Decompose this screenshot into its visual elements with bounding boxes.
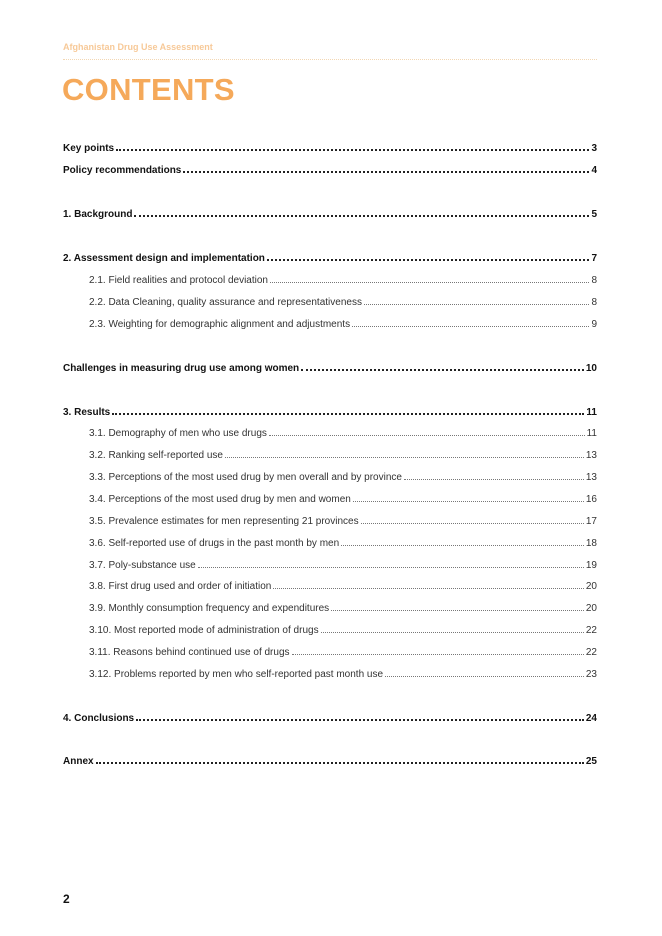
dot-leader (292, 654, 584, 655)
toc-entry-page: 8 (591, 275, 597, 286)
toc-entry-3-10[interactable] (89, 622, 597, 636)
toc-entry-3-6[interactable] (89, 535, 597, 549)
toc-entry-3-5[interactable] (89, 513, 597, 527)
toc-entry-label: 3.10. Most reported mode of administration of drugs (89, 625, 319, 636)
toc-entry-3-2[interactable] (89, 447, 597, 461)
dot-leader (321, 632, 584, 633)
dot-leader (331, 610, 584, 611)
dot-leader (353, 501, 584, 502)
toc-entry-page: 20 (585, 581, 597, 592)
toc-entry-page: 19 (585, 560, 597, 571)
toc-entry-page: 24 (585, 713, 597, 724)
toc-entry-page: 25 (585, 756, 597, 767)
toc-entry-label: 3.3. Perceptions of the most used drug by men overall and by province (89, 472, 402, 483)
toc-entry-page: 22 (585, 647, 597, 658)
toc-entry-challenges-women[interactable] (63, 360, 597, 374)
toc-entry-3-7[interactable] (89, 557, 597, 571)
toc-entry-label: 2.3. Weighting for demographic alignment and adjustments (89, 319, 351, 330)
toc-entry-page: 13 (585, 472, 597, 483)
toc-entry-2-3[interactable] (89, 316, 597, 330)
toc-entry-3-3[interactable] (89, 469, 597, 483)
dot-leader (198, 567, 584, 568)
toc-entry-policy-recommendations[interactable] (63, 162, 597, 176)
toc-entry-label: 3.5. Prevalence estimates for men representing 21 provinces (89, 516, 359, 527)
toc-entry-3-8[interactable] (89, 578, 597, 592)
toc-entry-page: 9 (591, 319, 597, 330)
toc-entry-label: 4. Conclusions (63, 713, 135, 724)
toc-entry-label: Annex (63, 756, 94, 767)
dot-leader (341, 545, 584, 546)
dot-leader (361, 523, 584, 524)
toc-entry-page: 20 (585, 603, 597, 614)
toc-entry-page: 7 (591, 253, 597, 264)
dot-leader (273, 588, 584, 589)
dot-leader (267, 259, 590, 261)
toc-entry-label: 3.9. Monthly consumption frequency and expenditures (89, 603, 330, 614)
dot-leader (183, 171, 589, 173)
toc-entry-label: 2. Assessment design and implementation (63, 253, 265, 264)
toc-entry-3-11[interactable] (89, 644, 597, 658)
toc-entry-page: 11 (586, 407, 597, 418)
toc-entry-conclusions[interactable] (63, 710, 597, 724)
toc-entry-page: 10 (585, 363, 597, 374)
toc-entry-label: 3.8. First drug used and order of initiation (89, 581, 272, 592)
toc-entry-results[interactable] (63, 404, 597, 418)
dot-leader (385, 676, 584, 677)
toc-entry-2-2[interactable] (89, 294, 597, 308)
toc-entry-page: 5 (591, 209, 597, 220)
toc-entry-page: 11 (586, 428, 597, 439)
toc-entry-3-12[interactable] (89, 666, 597, 680)
toc-entry-label: Challenges in measuring drug use among women (63, 363, 300, 374)
dot-leader (270, 282, 589, 283)
toc-entry-page: 13 (585, 450, 597, 461)
toc-entry-label: 3.7. Poly-substance use (89, 560, 196, 571)
toc-entry-3-9[interactable] (89, 600, 597, 614)
dot-leader (116, 149, 589, 151)
toc-entry-label: 2.1. Field realities and protocol deviation (89, 275, 268, 286)
toc-entry-page: 18 (585, 538, 597, 549)
page-title: CONTENTS (62, 72, 235, 107)
toc-entry-label: 3.11. Reasons behind continued use of drugs (89, 647, 290, 658)
toc-entry-page: 3 (591, 143, 597, 154)
dot-leader (134, 215, 589, 217)
toc-entry-background[interactable] (63, 206, 597, 220)
toc-entry-page: 22 (585, 625, 597, 636)
dot-leader (136, 719, 584, 721)
toc-entry-label: 3.2. Ranking self-reported use (89, 450, 223, 461)
toc-entry-label: 2.2. Data Cleaning, quality assurance and representativeness (89, 297, 362, 308)
dot-leader (96, 762, 584, 764)
toc-entry-annex[interactable] (63, 753, 597, 767)
toc-entry-2-1[interactable] (89, 272, 597, 286)
dot-leader (112, 413, 584, 415)
toc-entry-page: 8 (591, 297, 597, 308)
dot-leader (301, 369, 584, 371)
toc-entry-page: 17 (585, 516, 597, 527)
toc-entry-label: Key points (63, 143, 115, 154)
dot-leader (225, 457, 584, 458)
toc-entry-label: 3.12. Problems reported by men who self-reported past month use (89, 669, 384, 680)
dot-leader (352, 326, 589, 327)
toc-entry-page: 23 (585, 669, 597, 680)
toc-entry-3-4[interactable] (89, 491, 597, 505)
toc-entry-label: 1. Background (63, 209, 133, 220)
toc-entry-label: Policy recommendations (63, 165, 182, 176)
dot-leader (269, 435, 585, 436)
toc-entry-label: 3.1. Demography of men who use drugs (89, 428, 267, 439)
toc-entry-label: 3.4. Perceptions of the most used drug by men and women (89, 494, 351, 505)
toc-entry-assessment-design[interactable] (63, 250, 597, 264)
toc-entry-label: 3. Results (63, 407, 111, 418)
running-header: Afghanistan Drug Use Assessment (63, 42, 597, 60)
toc-entry-label: 3.6. Self-reported use of drugs in the past month by men (89, 538, 340, 549)
page-number: 2 (63, 892, 70, 906)
toc-entry-3-1[interactable] (89, 425, 597, 439)
toc-entry-key-points[interactable] (63, 140, 597, 154)
dot-leader (404, 479, 584, 480)
dot-leader (364, 304, 589, 305)
toc-entry-page: 4 (591, 165, 597, 176)
toc-entry-page: 16 (585, 494, 597, 505)
